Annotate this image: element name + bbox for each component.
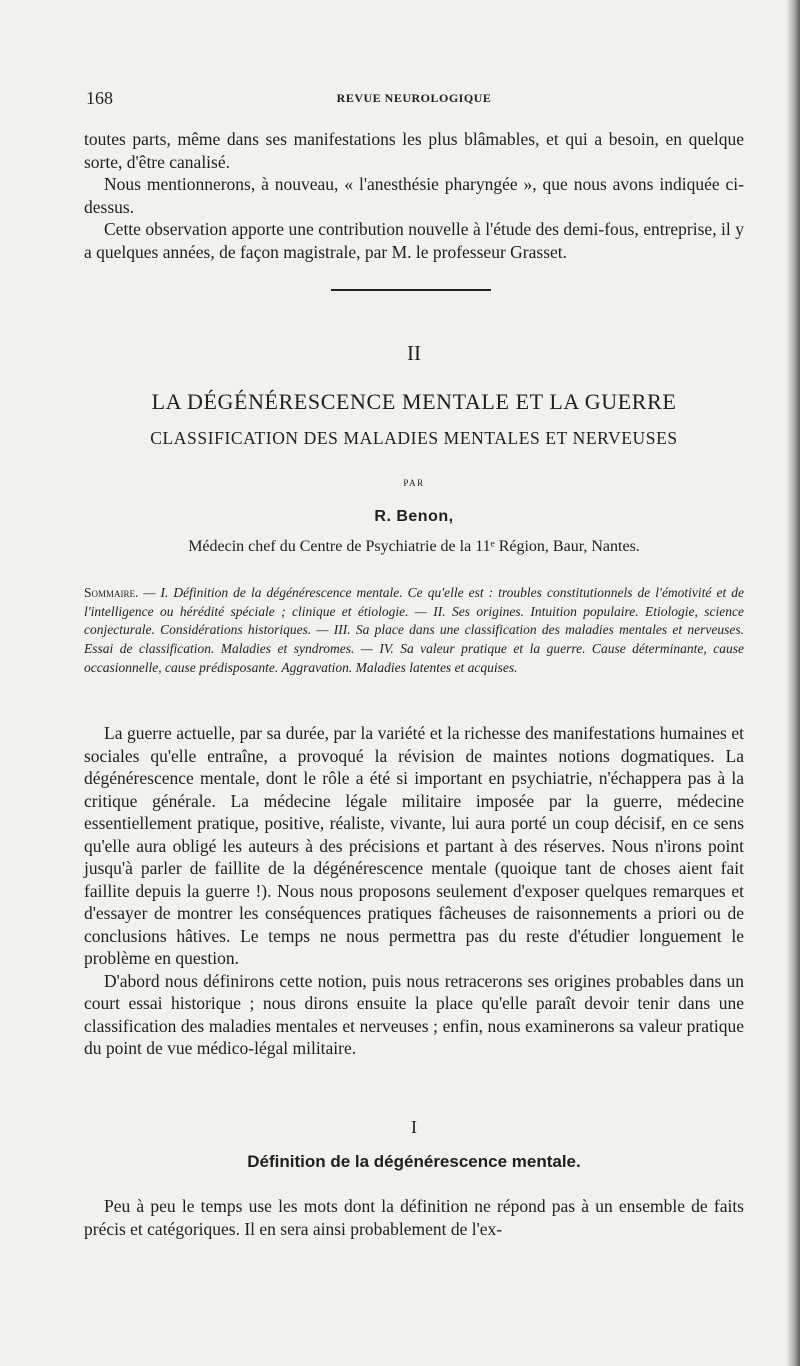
main-text <box>84 722 744 1060</box>
main-paragraph: D'abord nous définirons cette notion, puis nous retracerons ses origines probables dans un court essai historique ; nous dirons ensuite la place qu'elle paraît devoir tenir dans une classification des maladies mentales et nerveuses ; enfin, nous examinerons sa valeur pratique du point de vue médico-légal militaire. <box>84 970 744 1058</box>
intro-paragraph: Cette observation apporte une contribution nouvelle à l'étude des demi-fous, entreprise, il y a quelques années, de façon magistrale, par M. le professeur Grasset. <box>84 219 744 262</box>
article-title: LA DÉGÉNÉRESCENCE MENTALE ET LA GUERRE <box>151 389 677 414</box>
article-subtitle: CLASSIFICATION DES MALADIES MENTALES ET NERVEUSES <box>150 428 678 448</box>
section-one-number: I <box>411 1117 417 1137</box>
intro-text <box>84 128 744 263</box>
article-section-number: II <box>407 341 421 365</box>
intro-paragraph: Nous mentionnerons, à nouveau, « l'anesthésie pharyngée », que nous avons indiquée ci-dessus. <box>84 174 744 217</box>
byline-par: PAR <box>403 478 425 488</box>
page-edge-shadow <box>786 0 800 1366</box>
running-title: REVUE NEUROLOGIQUE <box>336 91 492 105</box>
summary-text: — I. Définition de la dégénérescence mentale. Ce qu'elle est : troubles constitutionnels de l'émotivité et de l'intelligence ou hérédité spéciale ; clinique et étiologie. — II. Ses origines. Intuition populaire. Etiologie, science conjecturale. Considérations historiques. — III. Sa place dans une classification des maladies mentales et nerveuses. Essai de classification. Maladies et syndromes. — IV. Sa valeur pratique et la guerre. Cause déterminante, cause occasionnelle, cause prédisposante. Aggravation. Maladies latentes et acquises. <box>84 585 744 675</box>
summary-block <box>84 584 744 678</box>
summary-label: Sommaire. <box>84 585 139 600</box>
page-number: 168 <box>86 88 113 108</box>
section-one-title: Définition de la dégénérescence mentale. <box>247 1152 581 1171</box>
section-one-text <box>84 1195 744 1240</box>
section-divider <box>331 289 491 291</box>
page-header <box>86 88 742 112</box>
main-paragraph: La guerre actuelle, par sa durée, par la variété et la richesse des manifestations humaines et sociales qu'elle entraîne, a provoqué la révision de maintes notions dogmatiques. La dégénérescence mentale, dont le rôle a été si important en psychiatrie, n'échappera pas à la critique générale. La médecine légale militaire imposée par la guerre, médecine essentiellement pratique, positive, réaliste, vivante, lui aura porté un coup décisif, en ce sens qu'elle aura obligé les auteurs à des précisions et partant à des réserves. Nous n'irons point jusqu'à parler de faillite de la dégénérescence mentale (quoique tant de choses aient fait faillite depuis la guerre !). Nous nous proposons seulement d'exposer quelques remarques et d'essayer de montrer les conséquences pratiques fâcheuses de raisonnements a priori ou de conclusions hâtives. Le temps ne nous permettra pas du reste d'étudier longuement le problème en question. <box>84 723 744 968</box>
author-affiliation: Médecin chef du Centre de Psychiatrie de la 11ᵉ Région, Baur, Nantes. <box>188 538 640 555</box>
intro-paragraph: toutes parts, même dans ses manifestations les plus blâmables, et qui a besoin, en quelque sorte, d'être canalisé. <box>84 129 744 172</box>
section-one-paragraph: Peu à peu le temps use les mots dont la définition ne répond pas à un ensemble de faits précis et catégoriques. Il en sera ainsi probablement de l'ex- <box>84 1196 744 1239</box>
author-name: R. Benon, <box>374 508 454 525</box>
